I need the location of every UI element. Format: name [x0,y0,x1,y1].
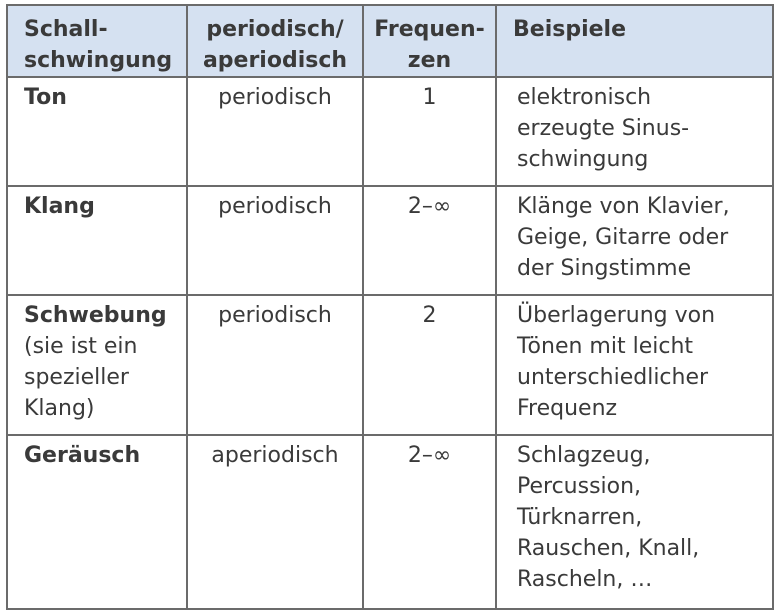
row-name: Geräusch [24,443,141,468]
header-text: Schall- [24,17,108,42]
example-line: Klänge von Klavier, [517,194,730,219]
cell-type: periodisch [187,77,363,186]
example-line: Rauschen, Knall, [517,536,700,561]
cell-freq: 2 [363,295,496,435]
example-line: schwingung [517,147,649,172]
cell-freq: 2–∞ [363,435,496,609]
row-name: Klang [24,194,95,219]
header-text: aperiodisch [202,48,348,73]
header-schallschwingung [7,5,187,77]
example-line: elektronisch [517,85,652,110]
header-text: zen [407,48,452,73]
table-row [7,295,773,435]
example-line: Geige, Gitarre oder [517,225,729,250]
row-note: (sie ist ein [24,334,138,359]
row-name: Ton [24,85,67,110]
cell-examples [496,77,773,186]
row-note: Klang) [24,396,95,421]
cell-type: aperiodisch [187,435,363,609]
header-text: periodisch/ [206,17,344,42]
cell-name [7,186,187,295]
example-line: Türknarren, [517,505,643,530]
table-row [7,77,773,186]
cell-freq: 1 [363,77,496,186]
cell-type: periodisch [187,295,363,435]
cell-type: periodisch [187,186,363,295]
row-name: Schwebung [24,303,167,328]
example-line: Schlagzeug, [517,443,651,468]
example-line: erzeugte Sinus- [517,116,690,141]
schallschwingung-table [6,4,774,610]
schallschwingung-table-container [6,4,774,610]
cell-examples [496,295,773,435]
header-periodisch [187,5,363,77]
example-line: Frequenz [517,396,618,421]
header-frequenzen [363,5,496,77]
header-row [7,5,773,77]
example-line: Tönen mit leicht [517,334,694,359]
table-row [7,435,773,609]
cell-name [7,77,187,186]
cell-examples [496,186,773,295]
example-line: Rascheln, … [517,567,653,592]
table-row [7,186,773,295]
example-line: Percussion, [517,474,642,499]
cell-name [7,295,187,435]
row-note: spezieller [24,365,129,390]
cell-name [7,435,187,609]
cell-freq: 2–∞ [363,186,496,295]
header-beispiele [496,5,773,77]
header-text: Frequen- [374,17,485,42]
header-text: Beispiele [513,17,626,42]
example-line: der Singstimme [517,256,692,281]
cell-examples [496,435,773,609]
header-text: schwingung [24,48,173,73]
example-line: unterschiedlicher [517,365,709,390]
example-line: Überlagerung von [517,303,716,328]
